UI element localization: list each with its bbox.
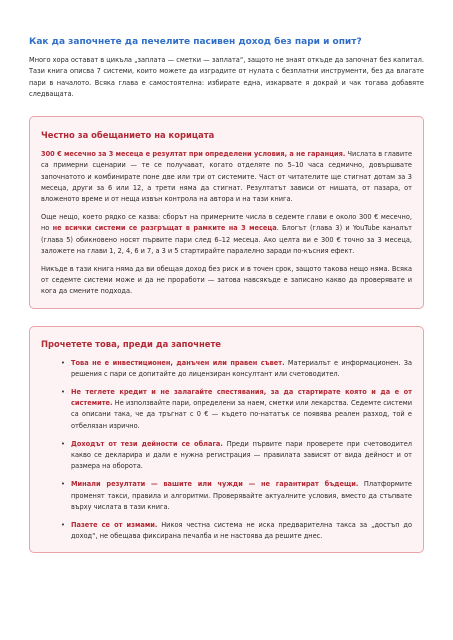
bullet-icon: • [61,358,65,367]
list-item-text: Материалът е информационен. За решения с пари се допитайте до лицензиран консултант или счетоводител. [71,358,412,378]
list-item-text: Не използвайте пари, определени за наем, сметки или лекарства. Седемте системи са описани така, че да тръгнат с 0 € — където по-нататък се появява реален разход, той е отбелязан изрично. [71,399,412,430]
honesty-heading: Честно за обещанието на корицата [41,130,215,141]
list-item-highlight: Не теглете кредит и не залагайте спестявания, за да стартирате която и да е от системите. [71,388,412,408]
bullet-icon: • [61,439,65,448]
list-item [61,520,412,542]
honesty-box [29,116,424,308]
warning-list [41,358,412,543]
honesty-p2-highlight: не всички системи се разгръщат в рамките на 3 месеца [52,224,277,233]
honesty-paragraph-1 [41,149,412,205]
list-item-highlight: Пазете се от измами. [71,521,158,530]
honesty-paragraph-2 [41,212,412,257]
list-item [61,387,412,432]
list-item-text: Никоя честна система не иска предварителна такса за „достъп до доход“, не обещава фиксирана печалба и не настоява да решите днес. [71,521,412,541]
list-item [61,479,412,513]
honesty-p2-text-b: . Блогът (глава 3) и YouTube каналът (глава 5) обикновено носят първите пари след 6–12 месеца. Ако целта ви е 300 € точно за 3 месеца, заложете на глави 1, 2, 4, 6 и 7, а 3 и 5 стартирайте паралелно заради по-късния ефект. [41,224,412,255]
honesty-paragraph-3: Никъде в тази книга няма да ви обещая доход без риск и в точен срок, защото такова нещо няма. Всяка от седемте системи може и да не проработи — затова навсякъде е записано какво да проверявате и кога да смените подхода. [41,265,412,296]
list-item-highlight: Доходът от тези дейности се облага. [71,439,223,448]
before-heading: Прочетете това, преди да започнете [41,338,221,349]
list-item-highlight: Това не е инвестиционен, данъчен или правен съвет. [71,358,285,367]
page-title: Как да започнете да печелите пасивен доход без пари и опит? [29,37,362,47]
bullet-icon: • [61,388,65,397]
list-item-text: Преди първите пари проверете при счетоводител какво се декларира и дали е нужна регистрация — правилата зависят от вида дейност и от размера на оборота. [71,439,412,471]
before-you-start-box [29,326,424,554]
intro-paragraph: Много хора остават в цикъла „заплата — сметки — заплата“, защото не знаят откъде да започнат без капитал. Тази книга описва 7 системи, които можете да изградите от нулата с безплатни инструменти, без да влагате пари в началото. Всяка глава е самостоятелна: избирате една, изкарвате я докрай и чак тогава добавяте следващата. [29,56,424,98]
list-item-text: Платформите променят такси, правила и алгоритми. Проверявайте актуалните условия, вместо да стъпвате върху числата в тази книга. [71,480,412,511]
list-item [61,358,412,380]
honesty-p2-text-a: Още нещо, което рядко се казва: сборът на примерните числа в седемте глави е около 300 € месечно, но [41,213,412,233]
honesty-p1-highlight: 300 € месечно за 3 месеца е резултат при определени условия, а не гаранция. [41,150,346,159]
list-item-highlight: Минали резултати — вашите или чужди — не гарантират бъдещи. [71,480,359,489]
bullet-icon: • [61,521,65,530]
bullet-icon: • [61,480,65,489]
list-item [61,439,412,473]
honesty-p1-text: Числата в главите са примерни сценарии — те се получават, когато отделяте по 5–10 часа седмично, довършвате започнатото и комбинирате поне две или три от системите. Част от читателите ще стигнат дотам за 3 месеца, други за 6 или 12, а трети няма да стигнат. Резултатът зависи от нишата, от пазара, от вложеното време и от неща извън контрола на автора и на тази книга. [41,150,413,203]
